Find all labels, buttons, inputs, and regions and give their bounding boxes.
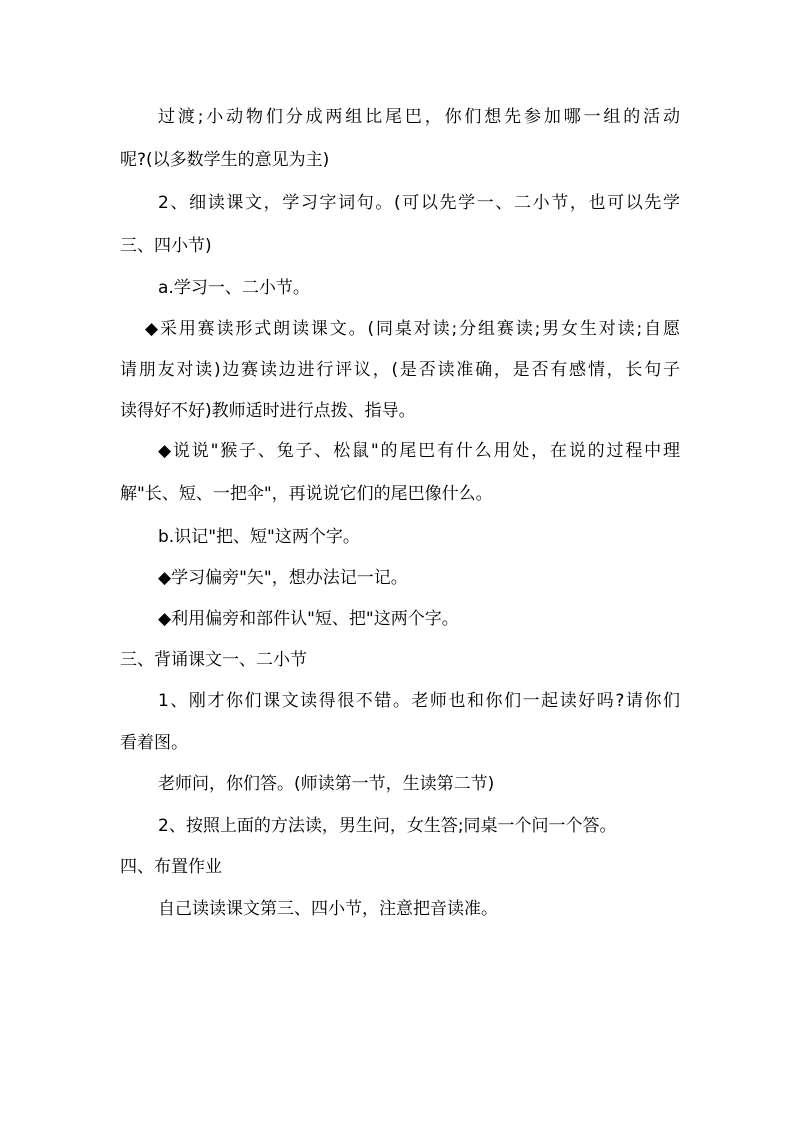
- paragraph-line: 读得好不好)教师适时进行点拨、指导。: [120, 401, 416, 421]
- section-subheading: a.学习一、二小节。: [158, 278, 310, 298]
- paragraph-line: 1、刚才你们课文读得很不错。老师也和你们一起读好吗?请你们: [158, 691, 680, 711]
- bullet-line: ◆利用偏旁和部件认"短、把"这两个字。: [158, 609, 459, 629]
- paragraph-line: 请朋友对读)边赛读边进行评议，(是否读准确，是否有感情，长句子: [120, 360, 680, 380]
- bullet-line: ◆采用赛读形式朗读课文。(同桌对读;分组赛读;男女生对读;自愿: [145, 319, 680, 339]
- section-subheading: b.识记"把、短"这两个字。: [158, 527, 360, 547]
- bullet-line: ◆说说"猴子、兔子、松鼠"的尾巴有什么用处，在说的过程中理: [158, 441, 680, 461]
- bullet-line: ◆学习偏旁"矢"，想办法记一记。: [158, 568, 408, 588]
- paragraph-line: 呢?(以多数学生的意见为主): [120, 150, 330, 170]
- section-heading: 四、布置作业: [120, 857, 222, 877]
- paragraph-line: 2、按照上面的方法读，男生问，女生答;同桌一个问一个答。: [158, 816, 617, 836]
- section-heading: 三、背诵课文一、二小节: [120, 650, 307, 670]
- paragraph-line: 解"长、短、一把伞"，再说说它们的尾巴像什么。: [120, 484, 493, 504]
- paragraph-line: 2、细读课文，学习字词句。(可以先学一、二小节，也可以先学: [158, 193, 680, 213]
- paragraph-line: 看着图。: [120, 733, 188, 753]
- paragraph-line: 老师问，你们答。(师读第一节，生读第二节): [158, 774, 495, 794]
- paragraph-line: 三、四小节): [120, 236, 212, 256]
- paragraph-line: 过渡;小动物们分成两组比尾巴，你们想先参加哪一组的活动: [158, 107, 680, 127]
- paragraph-line: 自己读读课文第三、四小节，注意把音读准。: [158, 899, 498, 919]
